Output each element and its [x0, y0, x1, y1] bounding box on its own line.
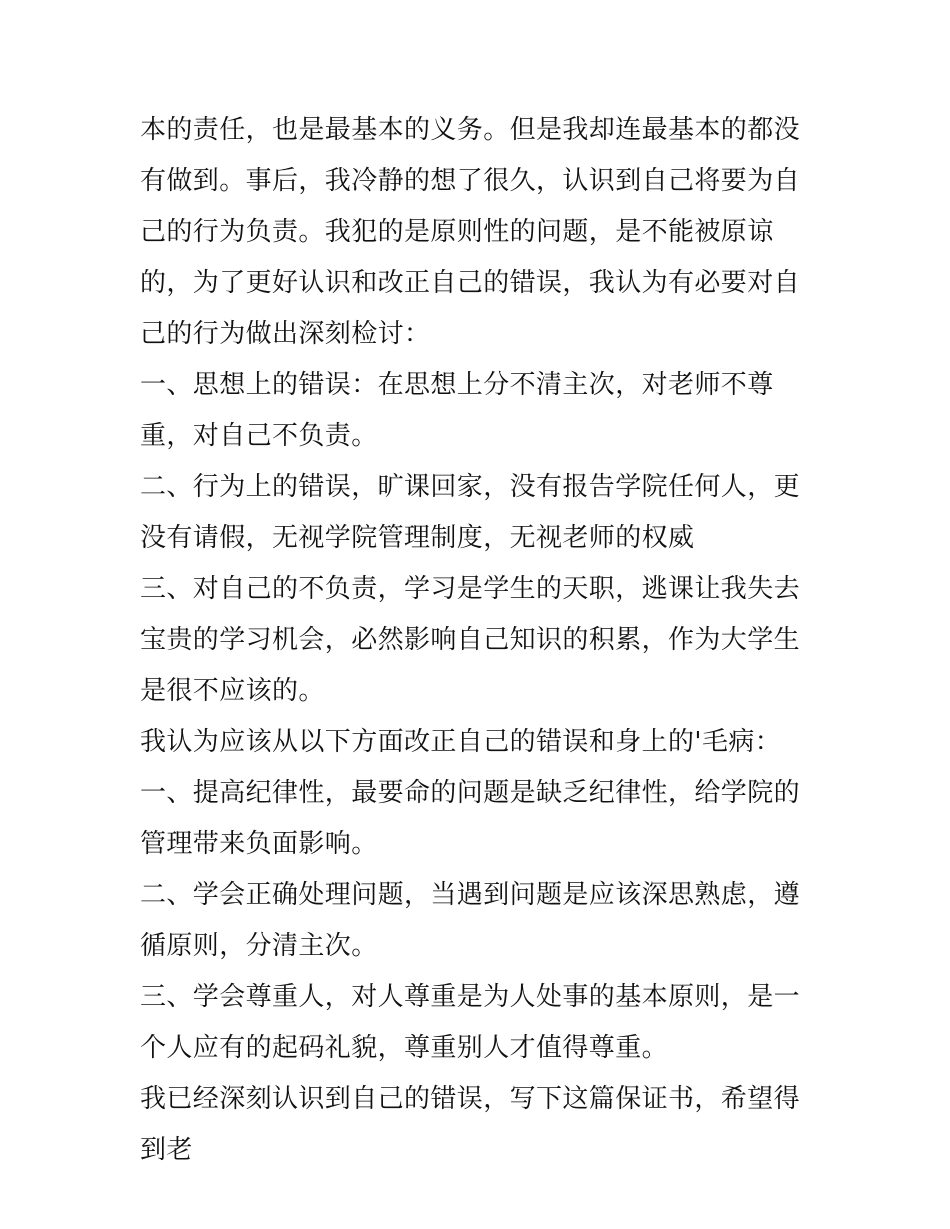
paragraph-error-thought: 一、思想上的错误：在思想上分不清主次，对老师不尊重，对自己不负责。	[140, 370, 774, 451]
paragraph-closing: 我已经深刻认识到自己的错误，写下这篇保证书，希望得到老	[140, 1084, 801, 1165]
paragraph-error-behavior: 二、行为上的错误，旷课回家，没有报告学院任何人，更没有请假，无视学院管理制度，无视老师的权威	[140, 472, 801, 553]
paragraph-correction-respect: 三、学会尊重人，对人尊重是为人处事的基本原则，是一个人应有的起码礼貌，尊重别人才值得尊重。	[140, 982, 801, 1063]
paragraph-correction-problems: 二、学会正确处理问题，当遇到问题是应该深思熟虑，遵循原则，分清主次。	[140, 880, 801, 961]
document-body	[140, 105, 820, 1176]
paragraph-correction-discipline: 我认为应该从以下方面改正自己的错误和身上的'毛病： 一、提高纪律性，最要命的问题是缺乏纪律性，给学院的管理带来负面影响。	[140, 727, 801, 859]
paragraph-error-responsibility: 三、对自己的不负责，学习是学生的天职，逃课让我失去宝贵的学习机会，必然影响自己知识的积累，作为大学生是很不应该的。	[140, 574, 801, 706]
paragraph-intro: 本的责任，也是最基本的义务。但是我却连最基本的都没有做到。事后，我冷静的想了很久，认识到自己将要为自己的行为负责。我犯的是原则性的问题，是不能被原谅的，为了更好认识和改正自己的错误，我认为有必要对自己的行为做出深刻检讨：	[140, 115, 801, 349]
